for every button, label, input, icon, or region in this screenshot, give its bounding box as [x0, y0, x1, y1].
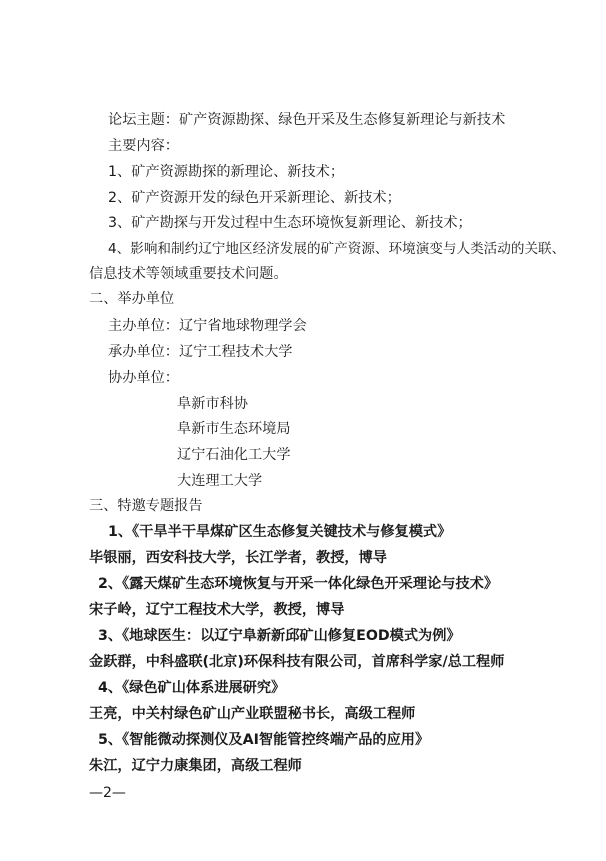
host-unit: 主办单位：辽宁省地球物理学会	[108, 318, 307, 334]
co-organizer-item: 阜新市生态环境局	[177, 421, 291, 437]
content-item: 3、矿产勘探与开发过程中生态环境恢复新理论、新技术；	[108, 215, 472, 231]
co-organizer-label: 协办单位：	[108, 370, 179, 386]
report-speaker: 金跃群，中科盛联(北京)环保科技有限公司，首席科学家/总工程师	[89, 654, 505, 670]
report-title: 2、《露天煤矿生态环境恢复与开采一体化绿色开采理论与技术》	[98, 576, 499, 592]
content-item: 4、影响和制约辽宁地区经济发展的矿产资源、环境演变与人类活动的关联、	[108, 241, 566, 257]
report-speaker: 毕银丽，西安科技大学，长江学者，教授，博导	[89, 550, 387, 566]
section-heading-reports: 三、特邀专题报告	[89, 498, 203, 514]
content-item: 1、矿产资源勘探的新理论、新技术；	[108, 164, 345, 180]
co-organizer-item: 阜新市科协	[177, 396, 248, 412]
report-speaker: 王亮，中关村绿色矿山产业联盟秘书长，高级工程师	[89, 706, 416, 722]
co-organizer-item: 大连理工大学	[177, 473, 263, 489]
forum-theme: 论坛主题：矿产资源勘探、绿色开采及生态修复新理论与新技术	[108, 112, 506, 128]
report-title: 5、《智能微动探测仪及AI智能管控终端产品的应用》	[98, 732, 430, 748]
content-item: 2、矿产资源开发的绿色开采新理论、新技术；	[108, 190, 401, 206]
contents-label: 主要内容：	[108, 138, 179, 154]
report-speaker: 朱江，辽宁力康集团，高级工程师	[89, 758, 302, 774]
report-title: 3、《地球医生：以辽宁阜新新邱矿山修复EOD模式为例》	[98, 628, 461, 644]
content-item-continuation: 信息技术等领域重要技术问题。	[89, 266, 288, 282]
report-speaker: 宋子岭，辽宁工程技术大学，教授，博导	[89, 602, 345, 618]
section-heading-organizers: 二、举办单位	[89, 291, 175, 307]
report-title: 1、《干旱半干旱煤矿区生态修复关键技术与修复模式》	[108, 524, 452, 540]
organizer-unit: 承办单位：辽宁工程技术大学	[108, 344, 293, 360]
co-organizer-item: 辽宁石油化工大学	[177, 447, 291, 463]
report-title: 4、《绿色矿山体系进展研究》	[98, 680, 286, 696]
page-number: —2—	[89, 785, 126, 801]
